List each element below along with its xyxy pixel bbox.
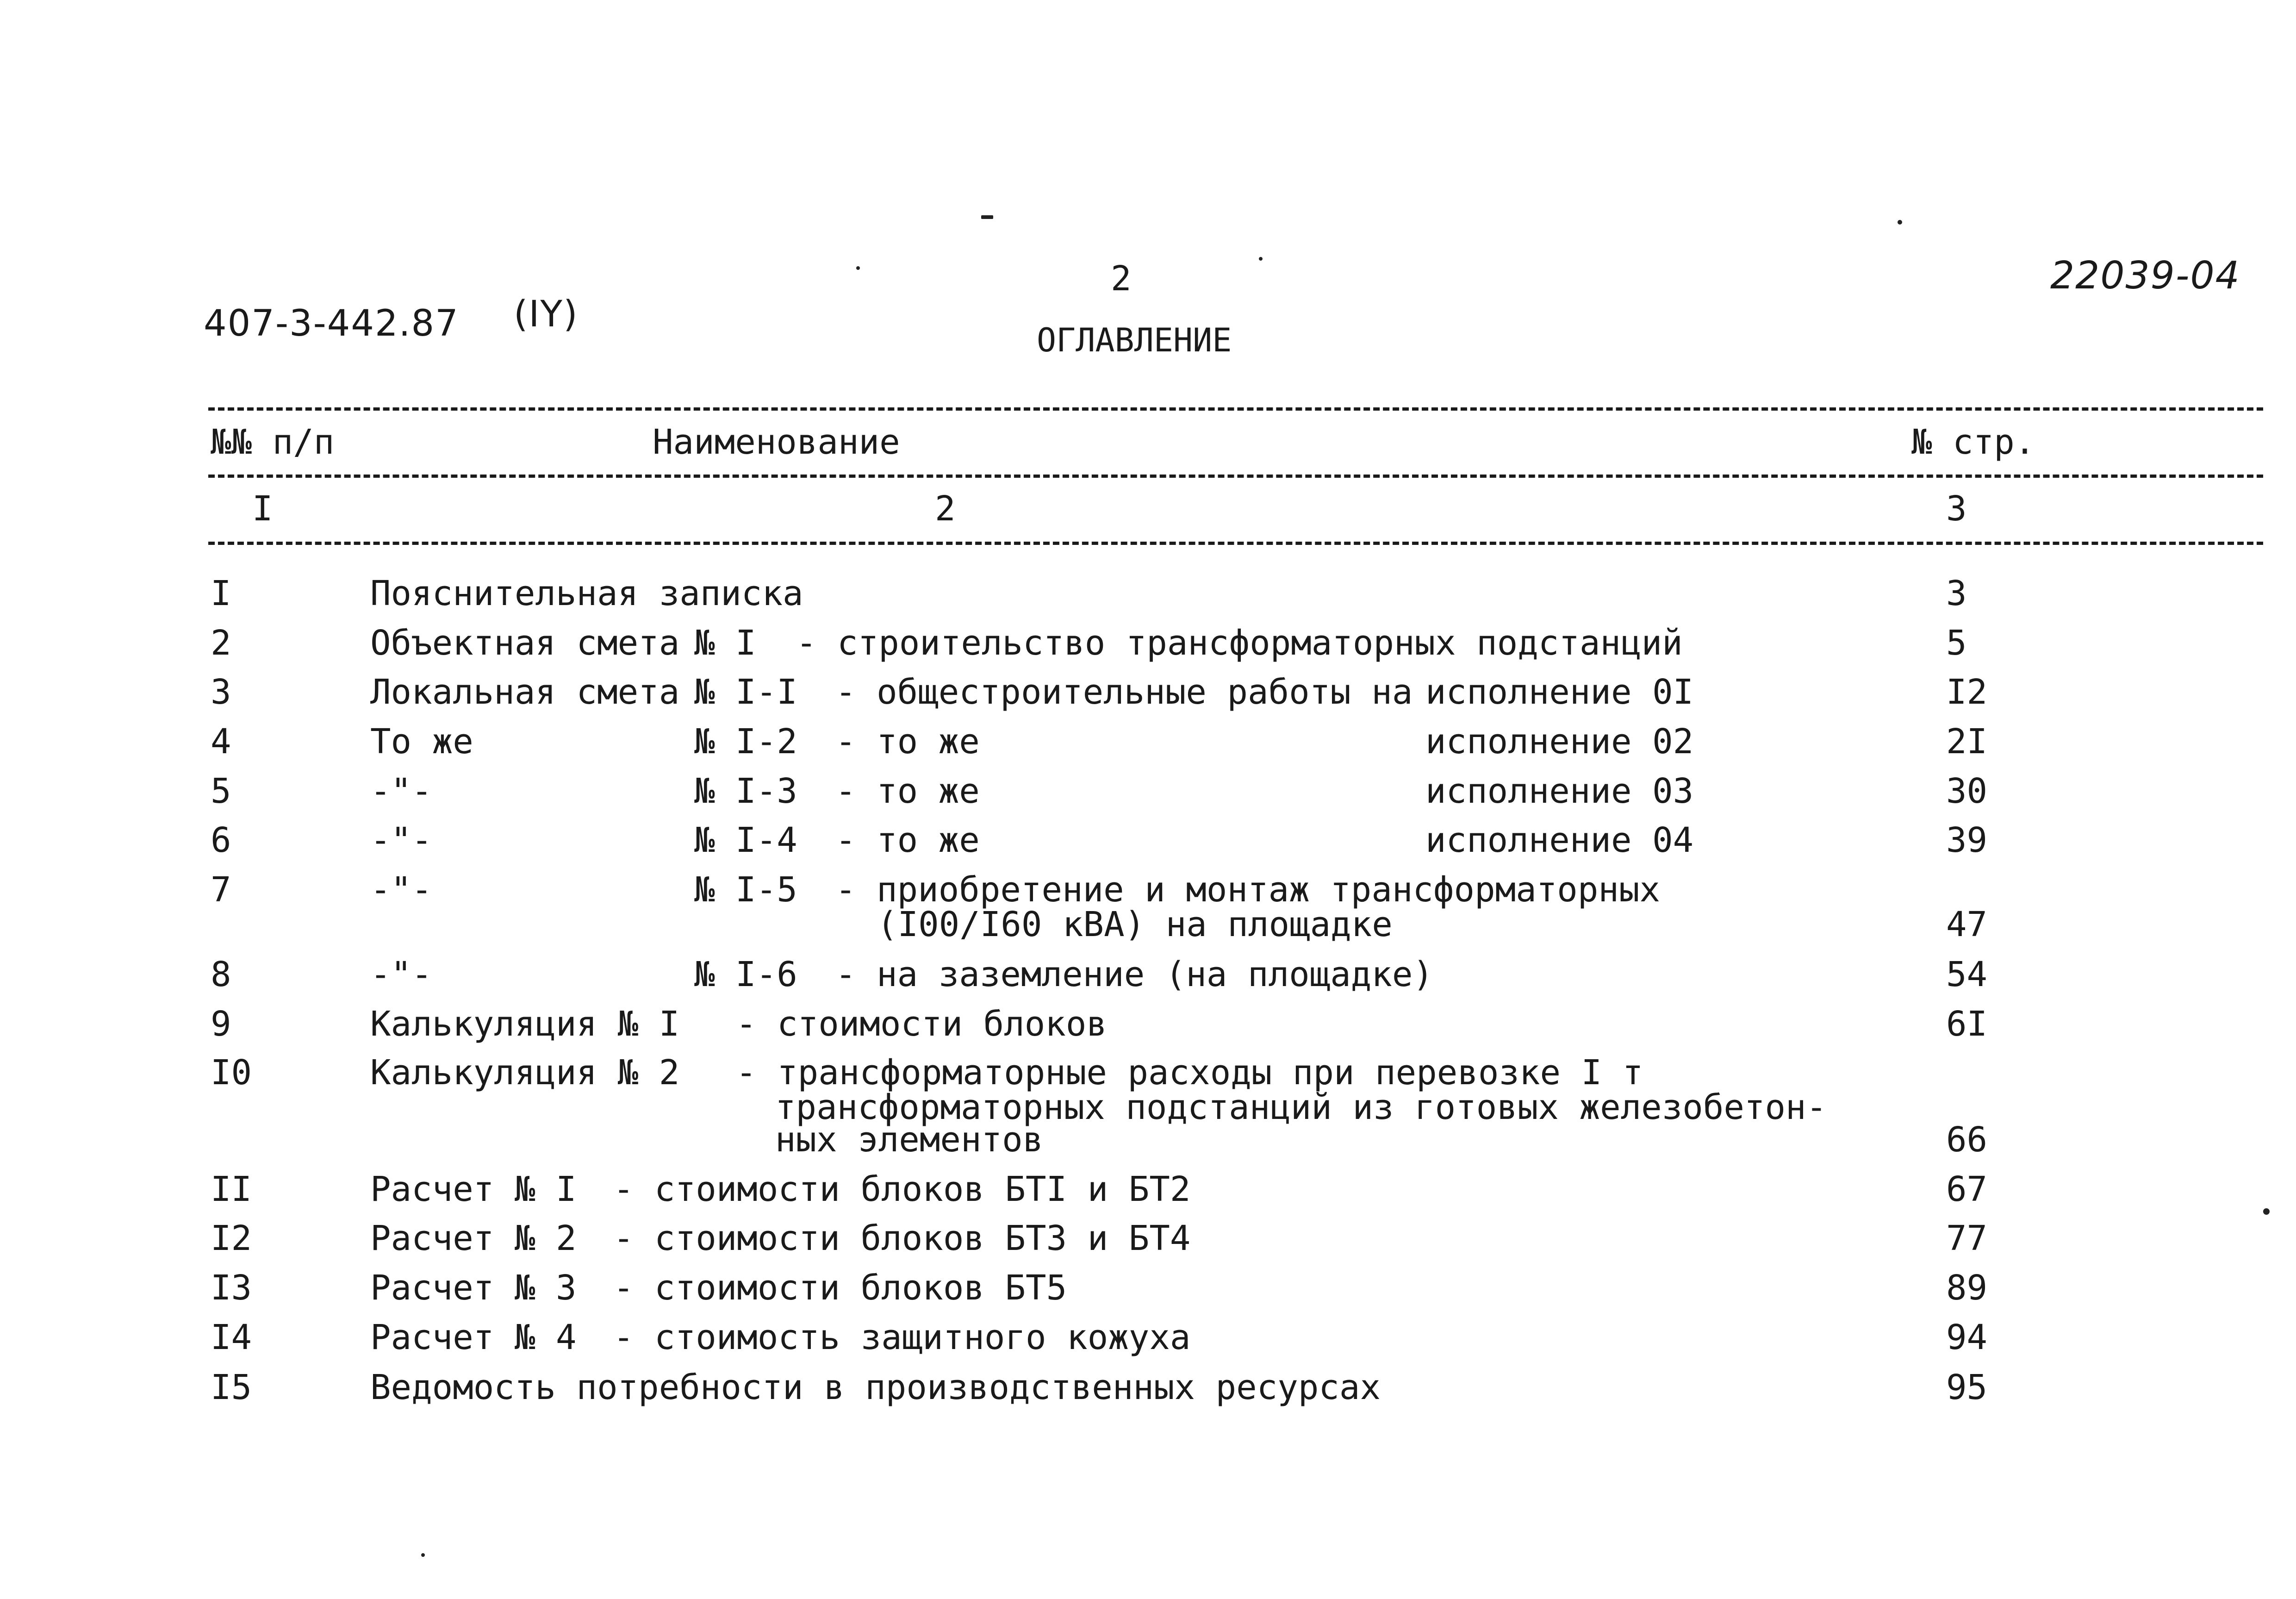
page-title: ОГЛАВЛЕНИЕ xyxy=(1037,321,1232,359)
row-desc: - то же xyxy=(835,722,980,762)
row-page: 94 xyxy=(1946,1318,1988,1357)
row-page: 6I xyxy=(1946,1004,1988,1044)
row-num: I5 xyxy=(211,1368,252,1407)
header-top-rule xyxy=(208,407,2263,411)
scan-speck xyxy=(1259,257,1263,261)
row-page: 66 xyxy=(1946,1120,1988,1160)
row-num: 4 xyxy=(211,722,231,762)
row-exec: исполнение 0I xyxy=(1425,672,1694,712)
colnum-2: 2 xyxy=(935,489,956,529)
row-title: -"- xyxy=(370,870,432,910)
header-name: Наименование xyxy=(653,422,900,462)
row-page: 77 xyxy=(1946,1218,1988,1258)
row-title: Пояснительная записка xyxy=(370,574,803,613)
row-desc: - то же xyxy=(835,820,980,860)
row-page: 5 xyxy=(1946,623,1967,663)
scan-speck xyxy=(421,1553,425,1557)
row-desc: - приобретение и монтаж трансформаторных xyxy=(835,870,1661,910)
row-title: Объектная смета xyxy=(370,623,680,663)
row-page: 89 xyxy=(1946,1268,1988,1308)
row-num: 2 xyxy=(211,623,231,663)
row-desc: - трансформаторные расходы при перевозке I т xyxy=(736,1053,1643,1093)
row-page: 2I xyxy=(1946,722,1988,762)
row-page: 54 xyxy=(1946,955,1988,994)
scan-speck xyxy=(856,266,860,270)
row-title: Расчет № 4 xyxy=(370,1318,577,1357)
row-desc: - стоимости блоков БТI и БТ2 xyxy=(613,1169,1191,1209)
row-title: -"- xyxy=(370,820,432,860)
row-num: 6 xyxy=(211,820,231,860)
row-ref: № I-2 xyxy=(694,722,797,762)
row-page: 47 xyxy=(1946,905,1988,944)
row-num: I xyxy=(211,574,231,613)
row-num: I0 xyxy=(211,1053,252,1093)
row-desc: - на заземление (на площадке) xyxy=(835,955,1434,994)
row-page: 95 xyxy=(1946,1368,1988,1407)
row-num: I3 xyxy=(211,1268,252,1308)
header-num: №№ п/п xyxy=(211,422,335,462)
row-title: -"- xyxy=(370,771,432,811)
row-title: Ведомость потребности в производственных ресурсах xyxy=(370,1368,1381,1407)
row-num: I2 xyxy=(211,1218,252,1258)
row-ref: № I-3 xyxy=(694,771,797,811)
row-page: 67 xyxy=(1946,1169,1988,1209)
row-title: То же xyxy=(370,722,473,762)
row-desc-line2: (I00/I60 кВА) на площадке xyxy=(877,905,1393,944)
row-ref: № I-5 xyxy=(694,870,797,910)
row-num: 9 xyxy=(211,1004,231,1044)
row-num: II xyxy=(211,1169,252,1209)
row-num: 7 xyxy=(211,870,231,910)
page-number: 2 xyxy=(1111,259,1132,299)
archive-stamp: 22039-04 xyxy=(2050,254,2240,298)
scan-speck xyxy=(1898,220,1902,225)
row-page: I2 xyxy=(1946,672,1988,712)
header-mid-rule xyxy=(208,475,2263,478)
colnum-3: 3 xyxy=(1946,489,1967,529)
row-desc: - то же xyxy=(835,771,980,811)
row-num: 8 xyxy=(211,955,231,994)
row-desc: - общестроительные работы на xyxy=(835,672,1413,712)
row-exec: исполнение 04 xyxy=(1425,820,1694,860)
row-title: -"- xyxy=(370,955,432,994)
scan-speck xyxy=(981,215,993,219)
colnum-1: I xyxy=(252,489,273,529)
row-desc: - стоимость защитного кожуха xyxy=(613,1318,1191,1357)
row-num: 3 xyxy=(211,672,231,712)
row-desc-line2: трансформаторных подстанций из готовых железобетон- xyxy=(775,1087,1827,1127)
row-desc: - строительство трансформаторных подстанций xyxy=(796,623,1683,663)
document-code: 407-3-442.87 xyxy=(204,303,459,344)
row-desc: - стоимости блоков БТЗ и БТ4 xyxy=(613,1218,1191,1258)
row-desc-line3: ных элементов xyxy=(775,1120,1044,1160)
row-page: 3 xyxy=(1946,574,1967,613)
row-ref: № I xyxy=(694,623,756,663)
row-title: Локальная смета xyxy=(370,672,680,712)
row-title: Расчет № 2 xyxy=(370,1218,577,1258)
row-title: Калькуляция № 2 xyxy=(370,1053,680,1093)
row-exec: исполнение 02 xyxy=(1425,722,1694,762)
row-num: I4 xyxy=(211,1318,252,1357)
row-page: 30 xyxy=(1946,771,1988,811)
row-num: 5 xyxy=(211,771,231,811)
row-page: 39 xyxy=(1946,820,1988,860)
row-ref: № I-4 xyxy=(694,820,797,860)
row-title: Расчет № I xyxy=(370,1169,577,1209)
header-page: № стр. xyxy=(1911,422,2035,462)
scan-speck xyxy=(2263,1208,2270,1215)
row-title: Калькуляция № I xyxy=(370,1004,680,1044)
document-part: (IY) xyxy=(514,294,579,335)
row-desc: - стоимости блоков БТ5 xyxy=(613,1268,1067,1308)
row-ref: № I-I xyxy=(694,672,797,712)
row-title: Расчет № 3 xyxy=(370,1268,577,1308)
header-bottom-rule xyxy=(208,542,2263,545)
row-desc: - стоимости блоков xyxy=(736,1004,1107,1044)
row-ref: № I-6 xyxy=(694,955,797,994)
row-exec: исполнение 03 xyxy=(1425,771,1694,811)
